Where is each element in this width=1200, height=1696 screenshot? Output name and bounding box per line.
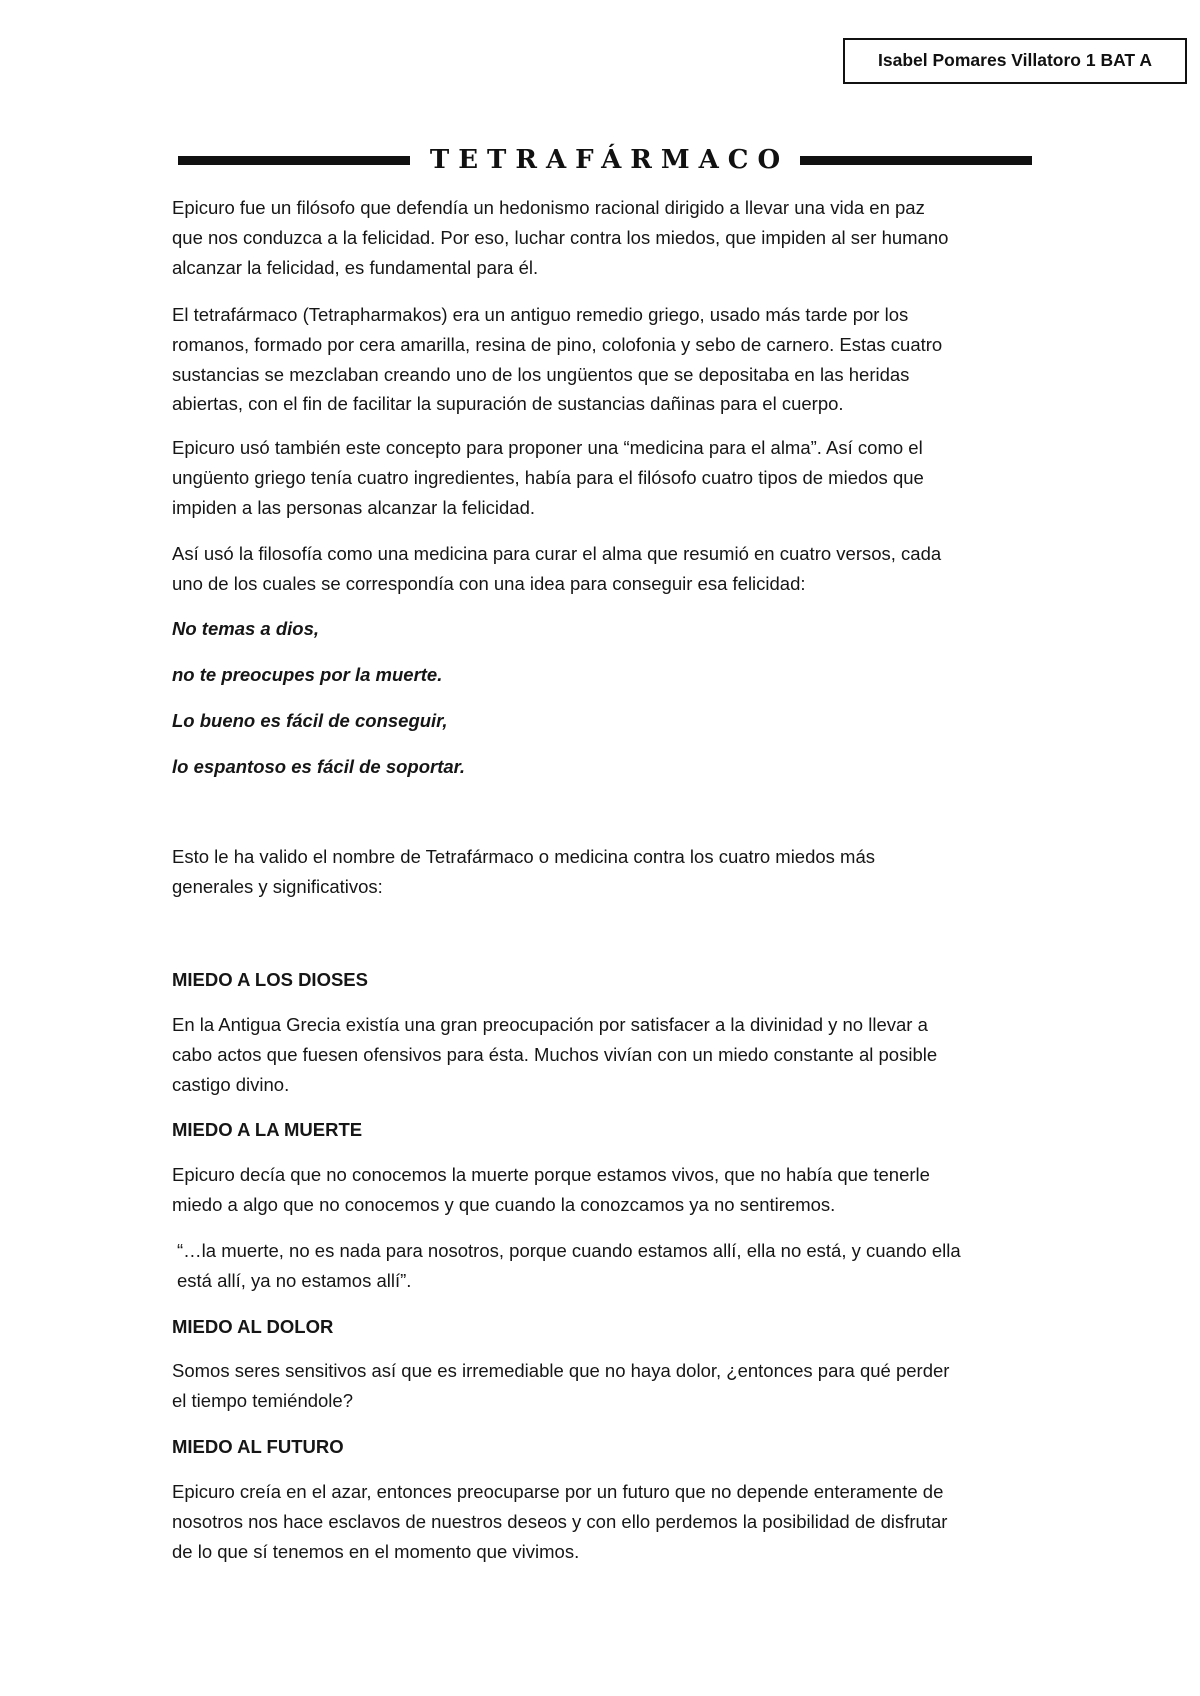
paragraph (172, 433, 924, 522)
text-line: el tiempo temiéndole? (172, 1389, 353, 1411)
quote-paragraph (177, 1236, 961, 1296)
title-row (178, 145, 1032, 175)
paragraph (172, 193, 948, 282)
text-line: generales y significativos: (172, 875, 383, 897)
text-line: miedo a algo que no conocemos y que cuando la conozcamos ya no sentiremos. (172, 1193, 836, 1215)
text-line: sustancias se mezclaban creando uno de los ungüentos que se depositaba en las heridas (172, 363, 910, 385)
title-rule-left (178, 156, 410, 165)
section-heading: MIEDO A LOS DIOSES (172, 969, 368, 990)
text-line: que nos conduzca a la felicidad. Por eso, luchar contra los miedos, que impiden al ser humano (172, 226, 949, 248)
paragraph (172, 1160, 930, 1220)
section-heading: MIEDO AL DOLOR (172, 1316, 334, 1337)
text-line: está allí, ya no estamos allí”. (177, 1269, 412, 1291)
text-line: Epicuro fue un filósofo que defendía un hedonismo racional dirigido a llevar una vida en paz (172, 197, 925, 218)
text-line: Esto le ha valido el nombre de Tetrafármaco o medicina contra los cuatro miedos más (172, 846, 876, 867)
paragraph (172, 1010, 937, 1099)
text-line: Epicuro creía en el azar, entonces preocuparse por un futuro que no depende enteramente de (172, 1481, 944, 1502)
paragraph (172, 300, 942, 419)
paragraph (172, 842, 875, 902)
text-line: El tetrafármaco (Tetrapharmakos) era un antiguo remedio griego, usado más tarde por los (172, 304, 909, 325)
author-box: Isabel Pomares Villatoro 1 BAT A (843, 38, 1187, 84)
title-rule-right (800, 156, 1032, 165)
page-title: TETRAFÁRMACO (429, 145, 790, 175)
text-line: ungüento griego tenía cuatro ingredientes, había para el filósofo cuatro tipos de miedos que (172, 466, 924, 488)
verse-line: no te preocupes por la muerte. (172, 664, 443, 685)
text-line: romanos, formado por cera amarilla, resina de pino, colofonia y sebo de carnero. Estas cuatro (172, 333, 943, 355)
text-line: Así usó la filosofía como una medicina para curar el alma que resumió en cuatro versos, cada (172, 543, 942, 564)
paragraph (172, 1356, 949, 1416)
paragraph (172, 539, 941, 599)
text-line: uno de los cuales se correspondía con una idea para conseguir esa felicidad: (172, 572, 806, 594)
text-line: “…la muerte, no es nada para nosotros, porque cuando estamos allí, ella no está, y cuando ella (177, 1240, 961, 1261)
verse-line: No temas a dios, (172, 618, 320, 639)
text-line: impiden a las personas alcanzar la felicidad. (172, 496, 536, 518)
text-line: castigo divino. (172, 1073, 290, 1095)
text-line: En la Antigua Grecia existía una gran preocupación por satisfacer a la divinidad y no llevar a (172, 1014, 928, 1035)
text-line: Epicuro usó también este concepto para proponer una “medicina para el alma”. Así como el (172, 437, 923, 458)
text-line: alcanzar la felicidad, es fundamental para él. (172, 256, 539, 278)
verse-line: Lo bueno es fácil de conseguir, (172, 710, 448, 731)
paragraph (172, 1477, 947, 1566)
verse-line: lo espantoso es fácil de soportar. (172, 756, 466, 777)
section-heading: MIEDO A LA MUERTE (172, 1119, 363, 1140)
text-line: Somos seres sensitivos así que es irremediable que no haya dolor, ¿entonces para qué perder (172, 1360, 950, 1381)
text-line: de lo que sí tenemos en el momento que vivimos. (172, 1540, 580, 1562)
section-heading: MIEDO AL FUTURO (172, 1436, 344, 1457)
text-line: cabo actos que fuesen ofensivos para ésta. Muchos vivían con un miedo constante al posible (172, 1043, 938, 1065)
text-line: abiertas, con el fin de facilitar la supuración de sustancias dañinas para el cuerpo. (172, 393, 844, 415)
text-line: nosotros nos hace esclavos de nuestros deseos y con ello perdemos la posibilidad de disfrutar (172, 1510, 948, 1532)
text-line: Epicuro decía que no conocemos la muerte porque estamos vivos, que no había que tenerle (172, 1164, 930, 1185)
